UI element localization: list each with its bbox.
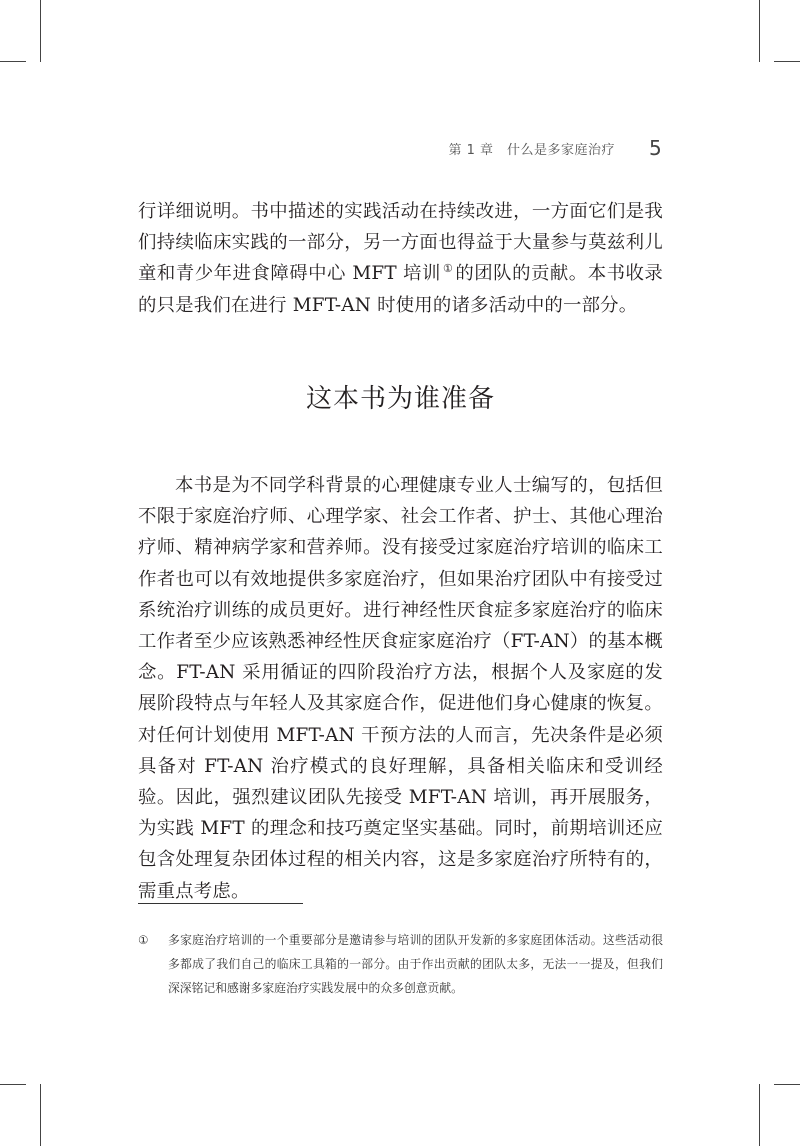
body-paragraph-continued (138, 196, 663, 321)
crop-mark-bottom-left-vertical (40, 1084, 41, 1146)
footnote-text: 多家庭治疗培训的一个重要部分是邀请参与培训的团队开发新的多家庭团体活动。这些活动很多都成了我们自己的临床工具箱的一部分。由于作出贡献的团队太多，无法一一提及，但我们深深铭记和感谢多家庭治疗实践发展中的众多创意贡献。 (168, 933, 663, 995)
footnote-marker: ① (138, 933, 149, 947)
footnote (138, 928, 663, 1000)
paragraph-text: 行详细说明。书中描述的实践活动在持续改进，一方面它们是我们持续临床实践的一部分，另一方面也得益于大量参与莫兹利儿童和青少年进食障碍中心 MFT 培训 (138, 201, 663, 285)
chapter-title: 第 1 章 什么是多家庭治疗 (448, 142, 615, 158)
footnote-reference: ① (442, 262, 454, 276)
section-heading: 这本书为谁准备 (305, 384, 495, 414)
crop-mark-bottom-right-horizontal (774, 1084, 800, 1085)
paragraph-text: 的团队的贡献。本书收录的只是我们在进行 MFT-AN 时使用的诸多活动中的一部分。 (138, 263, 664, 316)
crop-mark-top-right-horizontal (774, 61, 800, 62)
crop-mark-bottom-left-horizontal (0, 1084, 26, 1085)
footnote-divider (138, 903, 303, 904)
running-head (0, 136, 665, 160)
crop-mark-bottom-right-vertical (759, 1084, 760, 1146)
crop-mark-top-left-vertical (40, 0, 41, 62)
body-paragraph: 本书是为不同学科背景的心理健康专业人士编写的，包括但不限于家庭治疗师、心理学家、社会工作者、护士、其他心理治疗师、精神病学家和营养师。没有接受过家庭治疗培训的临床工作者也可以有效地提供多家庭治疗，但如果治疗团队中有接受过系统治疗训练的成员更好。进行神经性厌食症多家庭治疗的临床工作者至少应该熟悉神经性厌食症家庭治疗（FT-AN）的基本概念。FT-AN 采用循证的四阶段治疗方法，根据个人及家庭的发展阶段特点与年轻人及其家庭合作，促进他们身心健康的恢复。对任何计划使用 MFT-AN 干预方法的人而言，先决条件是必须具备对 FT-AN 治疗模式的良好理解，具备相关临床和受训经验。因此，强烈建议团队先接受 MFT-AN 培训，再开展服务，为实践 MFT 的理念和技巧奠定坚实基础。同时，前期培训还应包含处理复杂团体过程的相关内容，这是多家庭治疗所特有的，需重点考虑。 (138, 475, 663, 902)
crop-mark-top-right-vertical (759, 0, 760, 62)
page-number: 5 (649, 136, 662, 160)
crop-mark-top-left-horizontal (0, 61, 26, 62)
